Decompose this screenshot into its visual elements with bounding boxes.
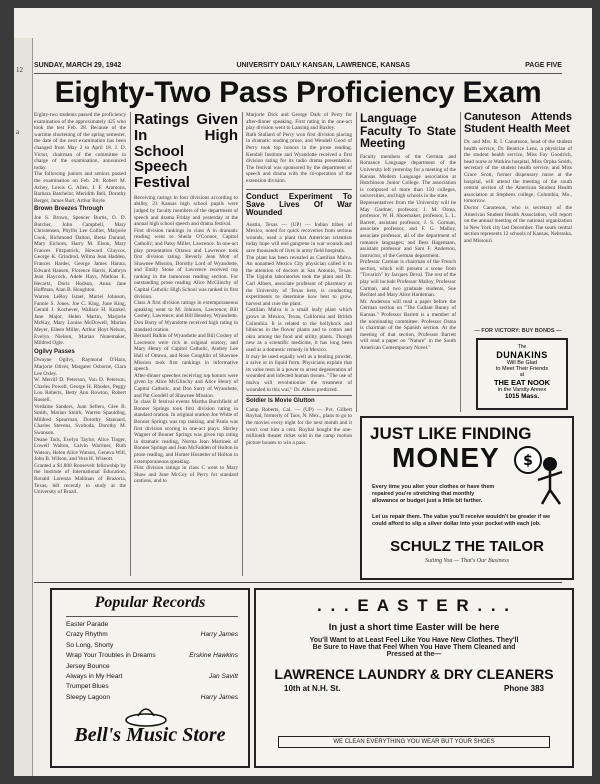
column-canuteson	[464, 112, 572, 326]
ad-headline: . . . E A S T E R . . .	[317, 596, 511, 615]
article-text: Dr. and Mrs. R. I. Canuteson, head of the student health service, Dr. Beatrice Lenz, a physician of the student health service, Miss Fay Goodrich, head nurse at Watkins hospital, Miss Orpha Smith, secretary of the student health service, and Miss Grace Scott, former dispensary nurse at the hospital, will attend the meeting of the south central section of the American Student Health association at Stephens college, Columbia, Mo., tomorrow.	[464, 139, 572, 205]
article-text: Bernard Balkin of Wyandotte and Bill Coshey of Lawrence were rich in original oratory, and Mary Henry of Capitol Catholic, Audrey Lee Hall of Ottawa, and Rose Coughlin of Shawnee Mission took first rankings in informative speech.	[134, 333, 238, 373]
bells-music-store-ad	[50, 588, 250, 768]
svg-text:$: $	[523, 453, 533, 469]
ad-footer: WE CLEAN EVERYTHING YOU WEAR BUT YOUR SHOES	[278, 736, 550, 748]
record-song: Sleepy Lagoon	[66, 693, 110, 701]
article-text: First division ratings in class C went to Mary Shaw and June McCoy of Perry for standard orations, and to	[134, 465, 238, 485]
newspaper-page	[14, 8, 592, 776]
ad-text: at	[519, 372, 525, 378]
record-row	[66, 693, 238, 703]
record-song: Trumpet Blues	[66, 683, 109, 691]
ad-headline: MONEY	[392, 442, 500, 473]
dunakins-ad	[476, 338, 568, 410]
record-song: Jersey Bounce	[66, 662, 110, 670]
victory-bonds-banner: — FOR VICTORY: BUY BONDS —	[474, 328, 562, 334]
article-text: Austin, Texas — (UP) — Indian tribes of Mexico, noted for quick recoveries from serious wounds, used a plant that American scientists today hope will end gangrene in war wounds and save thousands of lives in army field hospitals.	[246, 221, 352, 255]
ad-text: Be Sure to Have that Feel When You Have Them Cleaned and	[312, 644, 516, 651]
record-row	[66, 682, 238, 692]
record-artist: Jan Savitt	[209, 673, 238, 681]
record-row	[66, 630, 238, 640]
column-language-faculty	[360, 112, 456, 410]
section-rule	[34, 582, 562, 583]
article-text: W. Merrill D. Peterson, Von D. Peterson, Charles Powell, George H. Rhodes, Peggy Lou Roberts, Betty Ann Rowton, Robert Russell.	[34, 377, 126, 403]
record-song: So Long, Shorty	[66, 641, 114, 649]
article-text: Ruth Stallard of Perry won first division placing in dramatic reading prose, and Wendell Good of Perry took top honors in the prose reading. Kendall Institute and Wyandotte received a first division rating for its radio drama presentation. The festival was sponsored by the department of speech and drama with the co-operation of the extension division.	[246, 131, 352, 184]
ad-body: Every time you alter your clothes or have them repaired you're stretching that monthly allowance or budget just a little bit farther.	[372, 484, 495, 504]
subhead: Brown Breezes Through	[34, 206, 104, 213]
article-headline: Ratings Given In High School Speech Festival	[134, 112, 238, 191]
header-page: PAGE FIVE	[525, 62, 562, 69]
record-row	[66, 672, 238, 682]
article-text: Class A first division ratings in extemporaneous speaking went to M. Johnson, Lawrence; Bill Coshey, Lawrence; and Bill Hensley, Wyandotte. Don Barry of Wyandotte received high rating in standard oration.	[134, 300, 238, 333]
record-row	[66, 651, 238, 661]
strip-number: 12	[16, 66, 23, 74]
ad-address: 10th at N.H. St.	[284, 684, 341, 693]
ad-text: 1015 Mass.	[504, 393, 540, 400]
article-text: Dwayne Ogilvy, Raymond O'Hara, Marjorie Oliver, Margaret Osborne, Clara Lee Oxley.	[34, 357, 126, 377]
article-text: Camp Roberts, Cal. — (UP) — Pvt. Gilbert Royhal, formerly of Taos, N. Mex., plans to go to the movies every night for the next month and it won't cost him a cent. Royhal bought the one-millionth theater ticket sold in the camp motion picture houses to win a pass.	[246, 406, 352, 446]
ad-tagline: Suiting You — That's Our Business	[425, 558, 509, 564]
ad-text: In just a short time Easter will be here	[328, 622, 500, 633]
article-text: First division rankings in class A in dramatic reading went to Sheila O'Connor, Capitol Catholic; and Patsy Miller, Lawrence. In one-act play presentation Ottawa and Lawrence took first division rating. Beverly Jean Mott of Shawnee Mission, Dorothy Lord of Wyandotte, and Emily Stone of Lawrence received top ranking in the humorous reading section. For outstanding prose reading Alice McGlinchy of Capital Catholic High School was ranked in first division.	[134, 227, 238, 300]
ad-text: Pressed at the—	[386, 651, 442, 658]
ad-contact	[256, 682, 572, 693]
ad-body: Let us repair them. The value you'll receive wouldn't be greater if we could afford to slip a silver dollar into your pocket with each job.	[372, 514, 551, 527]
article-text: Eighty-two students passed the proficiency examination of the approximately 425 who took the test Feb. 28. Because of the wartime shortening of the spring semester, the date of the next examination has been changed from May 2 to April 18. J. D. Victor, chairman of the committee in charge of the examination, announced today.	[34, 112, 126, 171]
adjacent-page-strip	[14, 38, 33, 776]
article-text: Doctor Canuteson, who is secretary of the American Student Health Association, will report on the annual meeting of the national organization in New York city last December. The south central section represents 12 schools of Kansas, Nebraska, and Missouri.	[464, 205, 572, 244]
article-text: Faculty members of the German and Romance Language department of the University left yesterday for a meeting of the Kansas Modern Language association at Hutchinson Junior College. The association is composed of more than 150 colleges, universities, and high schools in the state.	[360, 153, 456, 200]
record-row	[66, 641, 238, 651]
ad-text: The	[517, 344, 527, 350]
article-text: Marjorie Dick and George Dark of Perry for after-dinner speaking. First rating in the one-act play division went to Lansing and Baxley.	[246, 112, 352, 132]
article-text: The following juniors and seniors passed the examination on Feb. 28: Robert M. Achey, Lewis G. Allen, J. F. Ammons, Barbara Batchelor, Meridith Bell, Dorothy Berger, James Burt, Arthur Boyle.	[34, 171, 126, 204]
lawrence-laundry-ad	[254, 588, 574, 768]
article-text: Mr. Anderson will read a paper before the German section on "The Gallant Bunny of Kansas." Professor Barrett is a member of the nominating committee. Professor Osma is chairman of the Spanish section. At the meeting of that section, Professor Barrett will read a paper on "Nature" in the South American Contemporary Novel."	[360, 298, 456, 351]
article-text: It may be used equally well as a healing powder, a salve or in liquid form. Physicians explain that its value rests in a power to arrest degeneration of wounded and infected human tissues. "The use of malva will revolutionize the treatment of wounded in this war," Dr. Albers predicted.	[246, 353, 352, 393]
record-artist: Harry James	[200, 631, 238, 639]
article-text: In class B festival events Martha Burchfield of Bonner Springs took first division rating in standard oration. In original oration Joe White of Bonner Springs was top ranking, and Paula was first division scoring in one-act plays. Shirley Wagner of Bonner Springs was given top rating in dramatic reading, Norma Jean Martinek of Bonner Springs and Jean McFadden of Holton in prose reading, and Homer Hostetter of Holton in extemporaneous speaking.	[134, 399, 238, 465]
column-experiment	[246, 112, 352, 578]
article-text: Granted a $1,800 Roosevelt fellowship by the Institute of International Education, Ronald Lorenza Mallinan of Brazoria, Texas, left recently to study at the University of Brazil.	[34, 462, 126, 496]
record-artist: Harry James	[200, 693, 238, 701]
column-speech-festival	[134, 112, 238, 578]
ad-headline: JUST LIKE FINDING	[370, 424, 532, 443]
record-song: Easter Parade	[66, 621, 109, 628]
article-headline: Language Faculty To State Meeting	[360, 112, 456, 151]
record-song: Wrap Your Troubles in Dreams	[66, 652, 156, 660]
cartoon-figure-icon	[510, 442, 568, 506]
article-text: Receiving ratings in four divisions according to ability, 23 Kansas high school pupils were judged by faculty members of the department of speech and drama Friday and yesterday at the annual high school speech and drama festival.	[134, 194, 238, 228]
record-row	[66, 662, 238, 672]
header-paper: UNIVERSITY DAILY KANSAN, LAWRENCE, KANSAS	[236, 62, 410, 69]
article-text: Deane Tack, Evelyn Taylor, Alice Tinger, Lowell Walton, Calvin Warriner, Ruth Watson, Helen Alice Watson, Geneva Will, John B. Wilson, and Vera H. Wiseort.	[34, 436, 126, 463]
main-headline: Eighty-Two Pass Proficiency Exam	[54, 76, 542, 109]
article-headline: Conduct Experiment To Save Lives Of War Wounded	[246, 189, 352, 218]
record-row	[66, 620, 238, 630]
ad-rule	[66, 616, 238, 617]
record-song: Crazy Rhythm	[66, 631, 108, 639]
ad-text: to Meet Their Friends	[495, 366, 549, 372]
article-headline: Canuteson Attends Student Health Meet	[464, 112, 572, 135]
column-divider	[356, 112, 357, 412]
ad-store-name: Bell's Music Store	[74, 724, 226, 746]
schulz-tailor-ad	[360, 416, 574, 580]
ad-text: You'll Want to at Least Feel Like You Have New Clothes. They'll	[309, 637, 519, 644]
header-rule	[34, 73, 562, 74]
subhead: Ogilvy Passes	[34, 348, 75, 355]
header-date: SUNDAY, MARCH 29, 1942	[34, 62, 122, 69]
article-text: Castilian Malva is a small leafy plant which grows in Mexico, Texas, California and British Columbia. It is related to the hollyhock and hibiscus in the flower plants and to cotton and okra among the food and utility plants. Though new as a scientific medicine, it has long been used as a domestic remedy in Mexico.	[246, 307, 352, 353]
strip-letter: a	[16, 128, 20, 136]
ad-text: in the Varsity Annex	[497, 387, 547, 393]
article-text: Representatives from the University will be May Gardner, professor, J. M. Osma, professor, W. H. Shoemaker, professor, L. L. Barrett, assistant professor, J. S. Gorman, associate professor, and F. G. Malloy, associate professor, all of the department of romance languages; and Bess Hagemann, assistant professor and Sam F. Anderson, instructor, of the German department.	[360, 199, 456, 259]
article-text: The plant has been revealed as Castilian Malva. An unnamed Mexico City physician called it to the attention of doctors at San Antonio, Texas. The Upjohn laboratories took the plant and Dr. Carl Albers, associate professor of pharmacy at the University of Texas here, is conducting experiments to determine how best to grow, harvest and cure the plant.	[246, 254, 352, 307]
article-text: Verdaine Sanders, Joan Sellers, Glee B. Smith, Marian Smith, Warren Spaulding, Mildred Spearman, Dorothy Stannard, Charles Stevens, Svoboda, Dorothy M. Swanson.	[34, 403, 126, 436]
ad-name: DUNAKINS	[496, 350, 548, 360]
records-list	[66, 620, 238, 703]
article-text: Joe S. Brown, Spencer Burtis, O. D. Butcher, John Campbell, Mary Christensen, Phyllis Lee Collier, Marjorie Cook, Richmond Dalton, Breta Durand, Mary Eichorn, Harry M. Elson, Mary Frances Fitzpatrick, Howard Glaycos, George K. Grindrod, Wilma Jean Hadden, Frances Harder, George James Hanna, Edward Hansen, Florence Harris, Kathryn Jean Haycock, Adele Hays, Mathias E. Hecartz, Doris Hodson, Anna Jane Hoffman, Alan B. Houghton.	[34, 214, 126, 294]
article-text: Warren LeRoy Israel, Muriel Johnson, Fannie S. Jones, Joe C. King, June King, Gerald J. Kochever, Wallace H. Kunkel, Jane Major, Helen Martin, Marjorie McKay, Mary Louise McDowell, Marian Meyer, Eileen Miller, Arthur Hoyt Nelson, Evelyn Nielsen, Marian Nunemaker, Mildred Ogle.	[34, 294, 126, 347]
column-divider	[130, 112, 131, 576]
ad-name: SCHULZ THE TAILOR	[390, 538, 544, 555]
article-text: After-dinner speeches receiving top honors were given by Alice McGlinchy and Alice Henry of Capitol Catholic, and Don Surry of Wyandotte, and Pat Goodell of Shawnee Mission.	[134, 372, 238, 399]
ad-phone: Phone 383	[503, 684, 544, 693]
record-song: Always in My Heart	[66, 673, 123, 681]
article-text: Professor Carman is chairman of the French section, which will present a scene from "Tovarich" by Jacques Deval. The rest of the play will include Professor Malloy, Professor Carman, and two graduate students, Sue Bechtel and Mary Alice Hardeman.	[360, 259, 456, 299]
column-proficiency	[34, 112, 126, 582]
ad-name: LAWRENCE LAUNDRY & DRY CLEANERS	[274, 666, 554, 682]
subhead: Soldier Is Movie Glutton	[246, 395, 352, 405]
ad-name: THE EAT NOOK	[493, 378, 551, 387]
column-divider	[460, 112, 461, 412]
page-header	[34, 62, 562, 69]
record-artist: Erskine Hawkins	[189, 652, 238, 660]
ad-text: Will Be Glad	[506, 360, 538, 366]
column-divider	[242, 112, 243, 576]
ad-headline: Popular Records	[94, 594, 206, 611]
